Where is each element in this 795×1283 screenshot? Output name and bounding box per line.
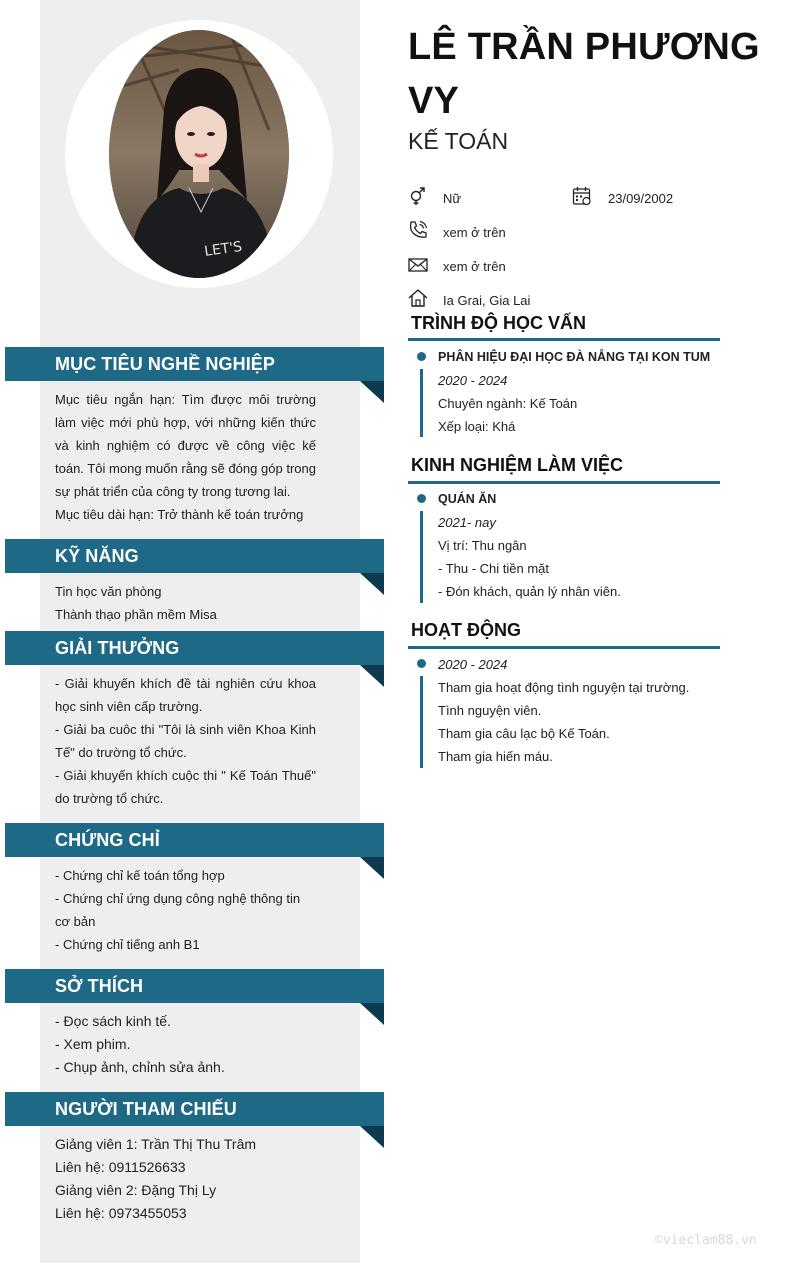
certificates-title: CHỨNG CHỈ: [55, 830, 160, 850]
activities-entry: [438, 653, 689, 768]
hobbies-list: [55, 1010, 316, 1079]
skill-item: Thành thạo phần mềm Misa: [55, 607, 217, 622]
skills-title: KỸ NĂNG: [55, 546, 139, 566]
certificates-list: [55, 864, 316, 956]
gender-icon: [408, 186, 428, 206]
education-period: 2020 - 2024: [438, 373, 508, 388]
experience-role: Vị trí: Thu ngân: [438, 538, 527, 553]
awards-ribbon-fold: [360, 665, 384, 687]
home-icon: [408, 288, 428, 308]
company-name: QUÁN ĂN: [438, 492, 497, 506]
skills-ribbon-fold: [360, 573, 384, 595]
hobbies-ribbon: [5, 969, 384, 1003]
certificates-ribbon: [5, 823, 384, 857]
education-divider: [408, 338, 720, 341]
activity-item: Tình nguyện viên.: [438, 703, 542, 718]
activities-timeline: [420, 676, 423, 768]
education-bullet: [417, 352, 426, 361]
birthday-value: 23/09/2002: [608, 191, 674, 206]
hobbies-title: SỞ THÍCH: [55, 976, 144, 996]
hobbies-ribbon-fold: [360, 1003, 384, 1025]
email-icon: [408, 255, 428, 275]
skill-item: Tin học văn phòng: [55, 584, 162, 599]
references-title: NGƯỜI THAM CHIẾU: [55, 1099, 237, 1119]
education-rank: Xếp loại: Khá: [438, 419, 516, 434]
avatar: [109, 30, 289, 278]
reference-item: Giảng viên 1: Trần Thị Thu Trâm: [55, 1136, 257, 1152]
name-line-1: LÊ TRẦN PHƯƠNG: [408, 26, 760, 68]
education-entry: [438, 346, 710, 438]
objective-short-term: Mục tiêu ngắn hạn: Tìm được môi trường làm việc mới phù hợp, với những kiến thức và kinh nghiệm có được về công việc kế toán. Tôi mong muốn rằng sẽ đóng góp trong sự phát triển của công ty trong tương lai.: [55, 392, 316, 499]
education-title: TRÌNH ĐỘ HỌC VẤN: [411, 313, 586, 333]
objective-ribbon-fold: [360, 381, 384, 403]
activity-item: Tham gia hiến máu.: [438, 749, 553, 764]
watermark: ©vieclam88.vn: [655, 1233, 757, 1248]
reference-item: Liên hệ: 0973455053: [55, 1205, 187, 1221]
education-timeline: [420, 369, 423, 437]
objective-long-term: Mục tiêu dài hạn: Trở thành kế toán trưởng: [55, 507, 304, 522]
experience-timeline: [420, 511, 423, 603]
svg-text:LET'S: LET'S: [203, 238, 244, 260]
experience-divider: [408, 481, 720, 484]
experience-entry: [438, 488, 621, 603]
certificate-item: - Chứng chỉ kế toán tổng hợp: [55, 868, 225, 883]
references-ribbon-fold: [360, 1126, 384, 1148]
award-item: - Giải khuyến khích đề tài nghiên cứu khoa học sinh viên cấp trường.: [55, 676, 316, 714]
experience-title: KINH NGHIỆM LÀM VIỆC: [411, 455, 624, 475]
full-name: [408, 20, 778, 128]
activity-item: Tham gia câu lạc bộ Kế Toán.: [438, 726, 610, 741]
awards-list: [55, 672, 316, 810]
objective-text: [55, 388, 316, 526]
hobby-item: - Xem phim.: [55, 1036, 131, 1052]
calendar-icon: [572, 186, 592, 206]
email-value: xem ở trên: [443, 259, 506, 274]
awards-title: GIẢI THƯỞNG: [55, 638, 180, 658]
phone-value: xem ở trên: [443, 225, 506, 240]
objective-title: MỤC TIÊU NGHỀ NGHIỆP: [55, 354, 276, 374]
experience-bullet: [417, 494, 426, 503]
objective-ribbon: [5, 347, 384, 381]
skills-ribbon: [5, 539, 384, 573]
activity-item: Tham gia hoạt động tình nguyện tại trường.: [438, 680, 690, 695]
hobby-item: - Chụp ảnh, chỉnh sửa ảnh.: [55, 1059, 225, 1075]
activities-period: 2020 - 2024: [438, 657, 508, 672]
award-item: - Giải khuyến khích cuộc thi " Kế Toán Thuế" do trường tổ chức.: [55, 768, 316, 806]
school-name: PHÂN HIỆU ĐẠI HỌC ĐÀ NẴNG TẠI KON TUM: [438, 350, 711, 364]
address-value: Ia Grai, Gia Lai: [443, 293, 531, 308]
activities-bullet: [417, 659, 426, 668]
phone-icon: [408, 220, 428, 240]
activities-divider: [408, 646, 720, 649]
activities-title: HOẠT ĐỘNG: [411, 620, 521, 640]
certificate-item: - Chứng chỉ tiếng anh B1: [55, 937, 200, 952]
certificates-ribbon-fold: [360, 857, 384, 879]
experience-period: 2021- nay: [438, 515, 496, 530]
gender-value: Nữ: [443, 191, 462, 206]
hobby-item: - Đọc sách kinh tế.: [55, 1013, 171, 1029]
experience-detail: - Đón khách, quản lý nhân viên.: [438, 584, 621, 599]
job-position: KẾ TOÁN: [408, 128, 509, 154]
reference-item: Giảng viên 2: Đặng Thị Ly: [55, 1182, 217, 1198]
references-list: [55, 1133, 316, 1225]
references-ribbon: [5, 1092, 384, 1126]
avatar-photo-icon: [109, 30, 289, 278]
skills-list: [55, 580, 316, 626]
education-major: Chuyên ngành: Kế Toán: [438, 396, 578, 411]
experience-detail: - Thu - Chi tiền mặt: [438, 561, 550, 576]
certificate-item: - Chứng chỉ ứng dụng công nghệ thông tin cơ bản: [55, 891, 301, 929]
awards-ribbon: [5, 631, 384, 665]
name-line-2: VY: [408, 80, 460, 122]
reference-item: Liên hệ: 0911526633: [55, 1159, 186, 1175]
award-item: - Giải ba cuôc thi "Tôi là sinh viên Khoa Kinh Tế" do trường tổ chức.: [55, 722, 316, 760]
